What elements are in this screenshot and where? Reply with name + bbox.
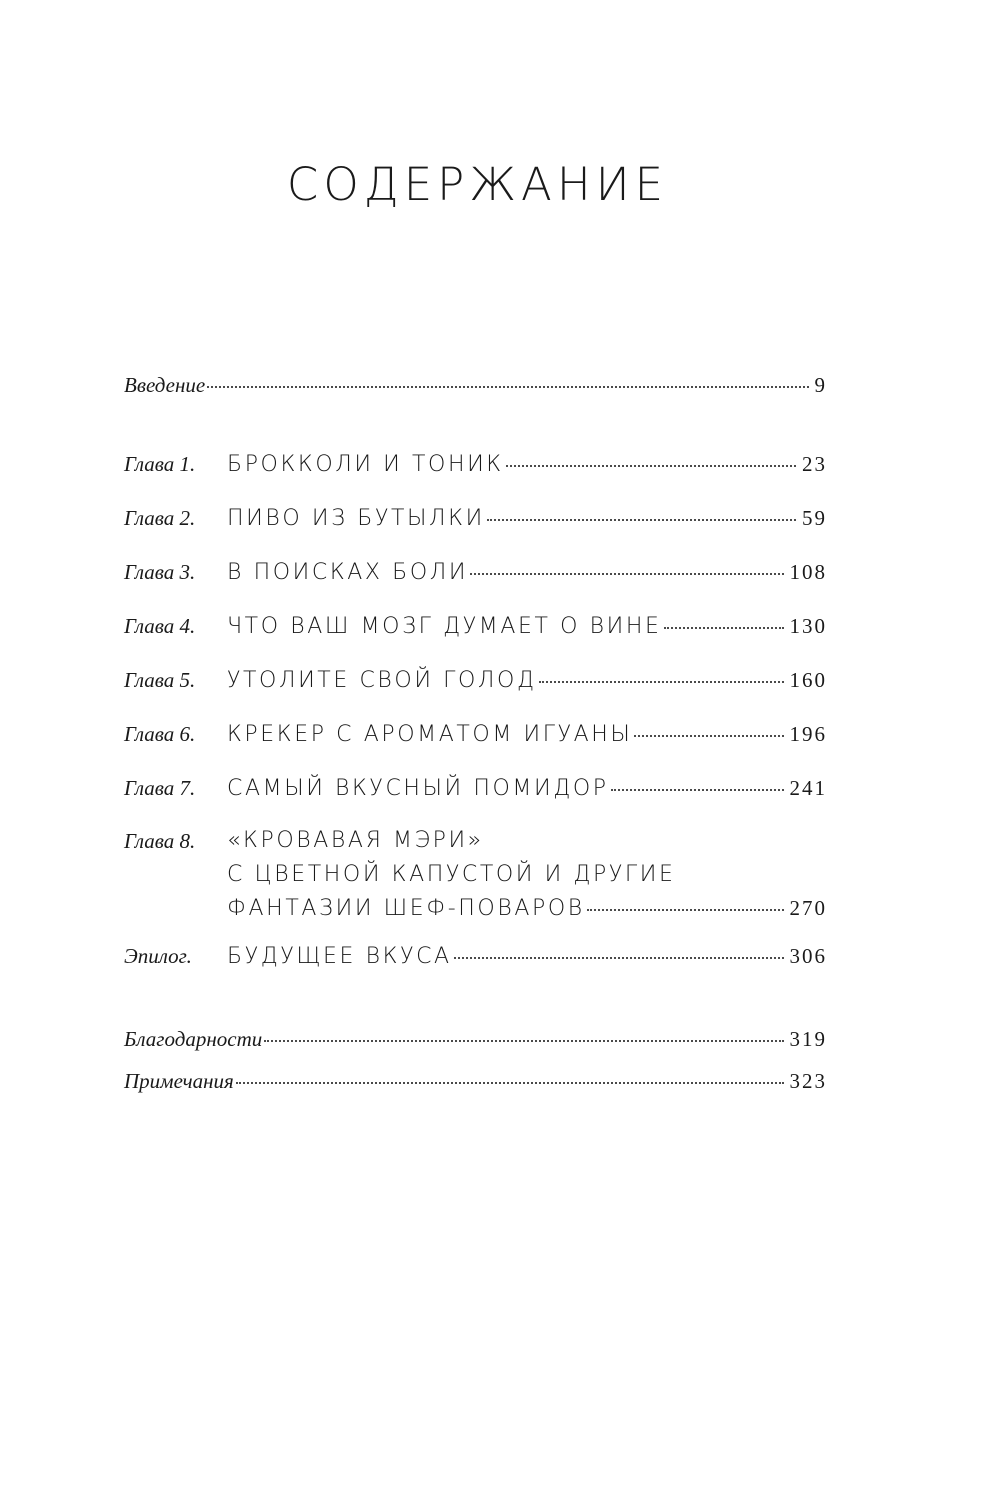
entry-label: Примечания	[124, 1069, 234, 1093]
chapter-title-last-line	[227, 892, 827, 926]
chapter-title: КРЕКЕР С АРОМАТОМ ИГУАНЫ	[227, 722, 633, 747]
chapter-label: Глава 1.	[124, 452, 196, 476]
chapter-title-line-3: ФАНТАЗИИ ШЕФ-ПОВАРОВ	[227, 896, 585, 921]
page-number: 306	[789, 944, 827, 968]
toc-entry-chapter-3[interactable]	[124, 560, 827, 594]
chapter-title: САМЫЙ ВКУСНЫЙ ПОМИДОР	[227, 776, 609, 801]
dot-leader	[454, 957, 784, 959]
dot-leader	[611, 789, 784, 791]
page-number: 130	[789, 614, 827, 638]
dot-leader	[207, 386, 808, 388]
chapter-label: Глава 3.	[124, 560, 196, 584]
chapter-title-line-1: «КРОВАВАЯ МЭРИ»	[227, 828, 484, 853]
chapter-title: УТОЛИТЕ СВОЙ ГОЛОД	[227, 668, 537, 693]
toc-entry-chapter-8[interactable]	[124, 824, 827, 926]
toc-entry-chapter-1[interactable]	[124, 452, 827, 486]
page-number: 270	[789, 896, 827, 920]
dot-leader	[236, 1082, 784, 1084]
toc-entry-acknowledgements[interactable]	[124, 1027, 827, 1061]
chapter-title-line-2: С ЦВЕТНОЙ КАПУСТОЙ И ДРУГИЕ	[227, 862, 676, 887]
chapter-title: БРОККОЛИ И ТОНИК	[227, 452, 504, 477]
toc-entry-epilogue[interactable]	[124, 944, 827, 978]
chapter-label: Глава 8.	[124, 829, 196, 853]
page-number: 196	[789, 722, 827, 746]
page-number: 241	[789, 776, 827, 800]
chapter-label: Глава 7.	[124, 776, 196, 800]
dot-leader	[664, 627, 784, 629]
page-number: 319	[789, 1027, 827, 1051]
chapter-label: Эпилог.	[124, 944, 192, 968]
page-title: СОДЕРЖАНИЕ	[286, 158, 669, 211]
page-number: 9	[814, 373, 827, 397]
toc-entry-notes[interactable]	[124, 1069, 827, 1103]
toc-entry-chapter-7[interactable]	[124, 776, 827, 810]
toc-entry-chapter-5[interactable]	[124, 668, 827, 702]
dot-leader	[470, 573, 783, 575]
page-number: 160	[789, 668, 827, 692]
chapter-label: Глава 4.	[124, 614, 196, 638]
chapter-title-block	[227, 824, 827, 926]
chapter-label: Глава 5.	[124, 668, 196, 692]
entry-label: Благодарности	[124, 1027, 263, 1051]
toc-entry-chapter-2[interactable]	[124, 506, 827, 540]
page-number: 59	[802, 506, 827, 530]
dot-leader	[634, 735, 783, 737]
toc-entry-intro[interactable]	[124, 373, 827, 407]
dot-leader	[264, 1040, 783, 1042]
page-number: 323	[789, 1069, 827, 1093]
chapter-title: БУДУЩЕЕ ВКУСА	[227, 944, 452, 969]
dot-leader	[487, 519, 796, 521]
entry-label: Введение	[124, 373, 206, 397]
dot-leader	[539, 681, 784, 683]
chapter-label: Глава 6.	[124, 722, 196, 746]
chapter-title: В ПОИСКАХ БОЛИ	[227, 560, 469, 585]
dot-leader	[587, 909, 784, 911]
page-number: 108	[789, 560, 827, 584]
chapter-label: Глава 2.	[124, 506, 196, 530]
chapter-title: ЧТО ВАШ МОЗГ ДУМАЕТ О ВИНЕ	[227, 614, 662, 639]
chapter-title: ПИВО ИЗ БУТЫЛКИ	[227, 506, 485, 531]
page-number: 23	[802, 452, 827, 476]
toc-entry-chapter-4[interactable]	[124, 614, 827, 648]
toc-entry-chapter-6[interactable]	[124, 722, 827, 756]
dot-leader	[506, 465, 796, 467]
